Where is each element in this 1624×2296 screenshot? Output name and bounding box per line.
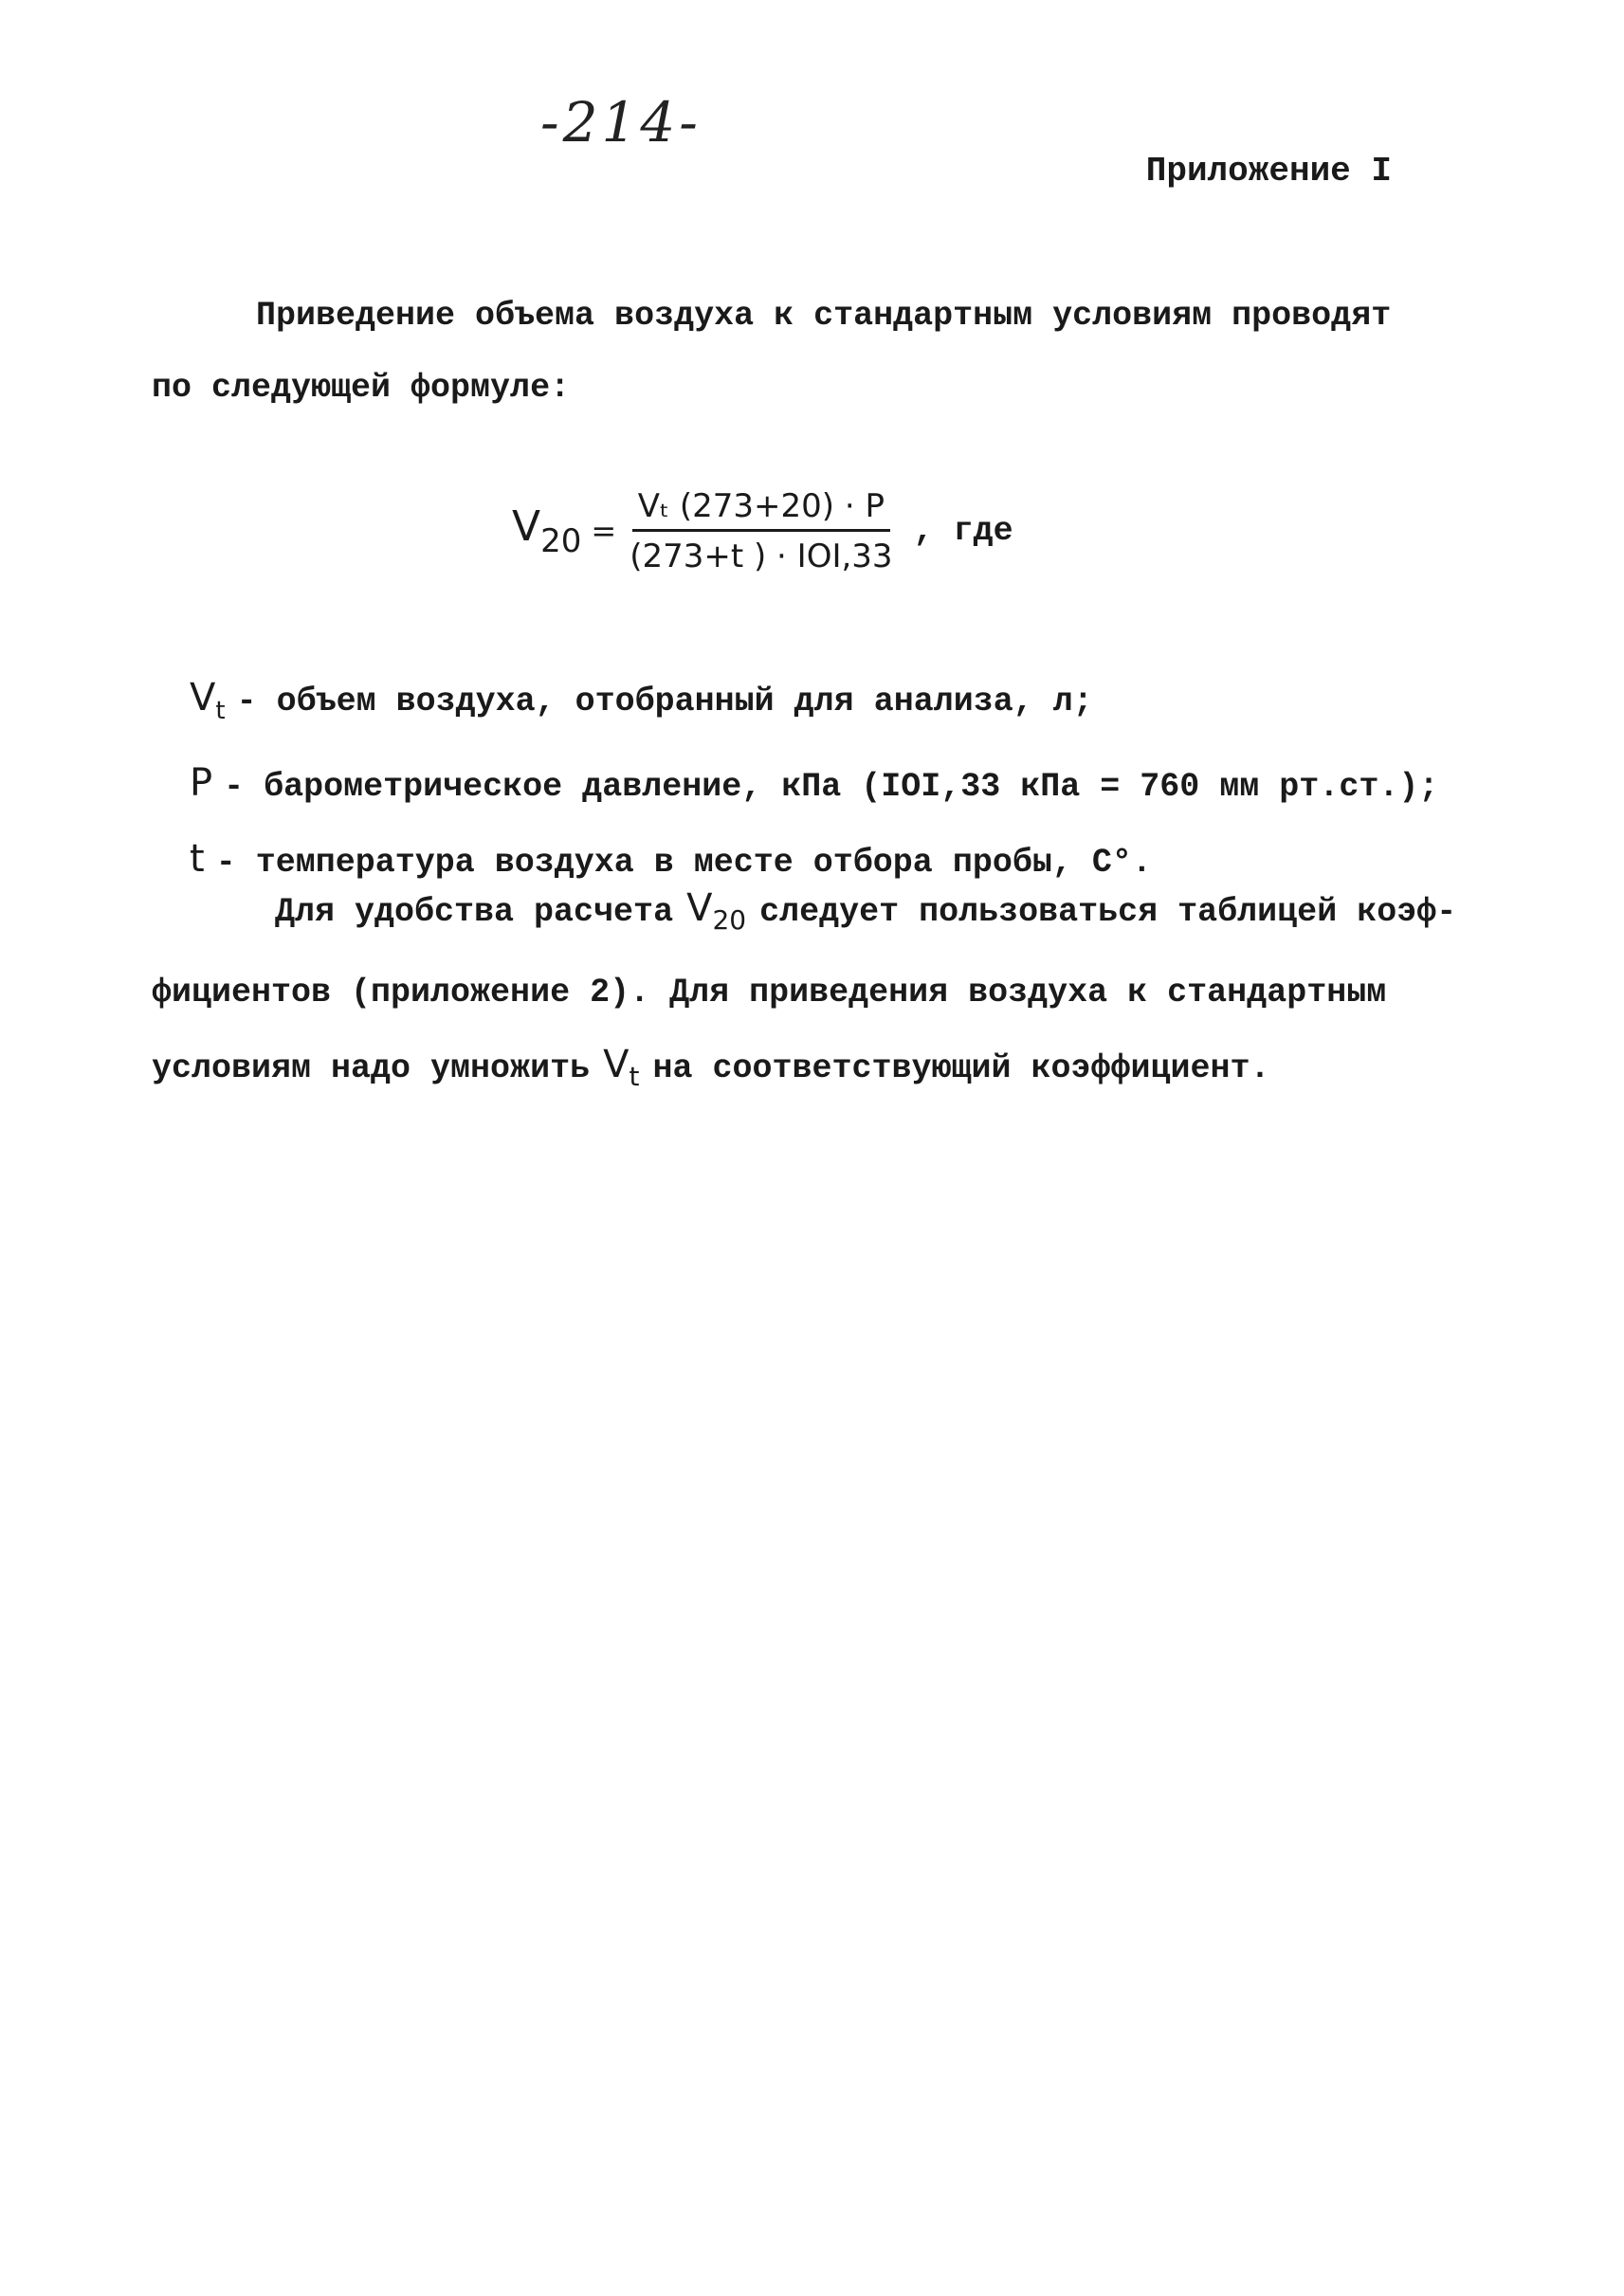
closing-line-3: условиям надо умножить $V_t$ на соответствующий коэффициент.	[152, 1043, 1270, 1092]
definition-symbol: $V_t$	[190, 676, 226, 725]
closing-paragraph	[152, 872, 1498, 1113]
formula-fraction	[630, 487, 892, 575]
formula-numerator: Vₜ (273+20) · P	[632, 487, 890, 532]
definition-text: - барометрическое давление, кПа (IOI,33 кПа = 760 мм рт.ст.);	[224, 768, 1439, 806]
definition-symbol: P	[190, 761, 213, 805]
intro-paragraph	[152, 280, 1498, 424]
definition-symbol: t	[190, 837, 205, 881]
inline-symbol: $V_t$	[603, 1043, 640, 1092]
definition-item	[190, 662, 1438, 747]
definition-text: - объем воздуха, отобранный для анализа, л;	[236, 683, 1093, 720]
definition-item	[190, 747, 1438, 823]
formula	[512, 474, 1013, 588]
inline-symbol: $V_{20}$	[686, 886, 747, 936]
formula-lhs: $V_{20}$	[512, 501, 582, 560]
definitions-list	[190, 662, 1438, 899]
formula-suffix: , где	[913, 512, 1013, 550]
formula-equals: =	[591, 513, 617, 549]
closing-line-2: фициентов (приложение 2). Для приведения воздуха к стандартным	[152, 974, 1387, 1011]
closing-line-1: Для удобства расчета $V_{20}$ следует пользоваться таблицей коэф-	[275, 886, 1457, 936]
definition-text: - температура воздуха в месте отбора пробы, С°.	[215, 844, 1152, 882]
intro-line-2: по следующей формуле:	[152, 369, 571, 407]
intro-line-1: Приведение объема воздуха к стандартным условиям проводят	[256, 297, 1392, 335]
appendix-label: Приложение I	[1145, 152, 1392, 191]
page-number: -214-	[540, 90, 702, 155]
formula-denominator: (273+t ) · IOI,33	[630, 537, 893, 575]
